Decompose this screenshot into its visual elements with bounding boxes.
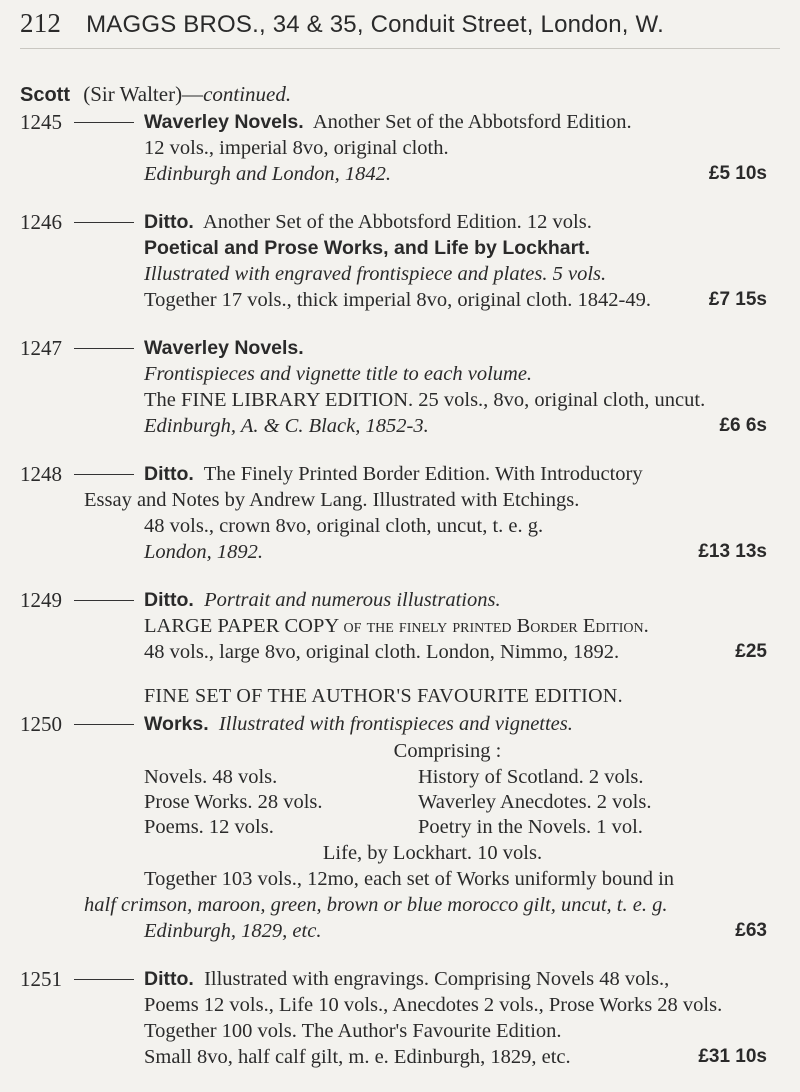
entry-line: Poems 12 vols., Life 10 vols., Anecdotes 2 vols., Prose Works 28 vols. [144, 994, 723, 1016]
entry-dash [74, 600, 134, 601]
entry-title: Ditto. [144, 463, 194, 485]
page-number: 212 [20, 8, 62, 38]
continued-note: continued. [203, 82, 292, 106]
catalogue-entry [20, 587, 785, 665]
catalogue-entry [20, 335, 785, 439]
catalogue-entry [20, 461, 785, 565]
lot-number: 1245 [20, 110, 62, 134]
lot-number: 1249 [20, 588, 62, 612]
author-name: Scott [20, 84, 70, 106]
entry-imprint: Together 17 vols., thick imperial 8vo, original cloth. 1842-49. [144, 289, 651, 311]
entry-line: Together 100 vols. The Author's Favourite Edition. [144, 1020, 562, 1042]
entry-imprint: Edinburgh, A. & C. Black, 1852-3. [144, 415, 429, 437]
entry-line: Illustrated with engravings. Comprising Novels 48 vols., [204, 968, 670, 990]
entry-title: Waverley Novels. [144, 111, 304, 133]
catalogue-entry [20, 966, 785, 1070]
entry-price: £5 10s [708, 163, 767, 184]
entry-line: The Finely Printed Border Edition. With Introductory [203, 463, 643, 485]
works-item: Poems. 12 vols. [144, 816, 274, 838]
entry-dash [74, 222, 134, 223]
entry-price: £6 6s [719, 415, 767, 436]
lot-number: 1247 [20, 336, 62, 360]
entry-title: Ditto. [144, 968, 194, 990]
entry-imprint: 48 vols., large 8vo, original cloth. London, Nimmo, 1892. [144, 641, 620, 663]
section-heading: FINE SET OF THE AUTHOR'S FAVOURITE EDITION. [144, 685, 623, 707]
header-rule [20, 48, 780, 49]
author-continued [20, 80, 785, 109]
entry-dash [74, 348, 134, 349]
entry-imprint: London, 1892. [144, 541, 264, 563]
entry-line: Frontispieces and vignette title to each volume. [144, 363, 533, 385]
catalogue-entry [20, 711, 785, 944]
entry-dash [74, 122, 134, 123]
entry-line: Essay and Notes by Andrew Lang. Illustrated with Etchings. [84, 489, 580, 511]
entry-price: £63 [735, 920, 767, 941]
entry-line: half crimson, maroon, green, brown or blue morocco gilt, uncut, t. e. g. [84, 894, 668, 916]
works-item-life: Life, by Lockhart. 10 vols. [322, 842, 543, 864]
works-item: Prose Works. 28 vols. [144, 791, 323, 813]
entry-line: Another Set of the Abbotsford Edition. 12 vols. [202, 211, 592, 233]
catalogue-page [20, 80, 785, 1092]
works-item: Poetry in the Novels. 1 vol. [418, 816, 643, 838]
entry-title: Ditto. [144, 589, 194, 611]
entry-line: 48 vols., crown 8vo, original cloth, uncut, t. e. g. [144, 515, 544, 537]
entry-price: £7 15s [708, 289, 767, 310]
entry-title: Works. [144, 713, 209, 735]
entry-price: £13 13s [698, 541, 767, 562]
entry-title: Waverley Novels. [144, 337, 304, 359]
entry-subtitle: Illustrated with frontispieces and vignettes. [218, 713, 573, 735]
entry-price: £31 10s [698, 1046, 767, 1067]
entry-imprint: Edinburgh and London, 1842. [144, 163, 391, 185]
entry-line: Together 103 vols., 12mo, each set of Works uniformly bound in [144, 868, 675, 890]
entry-price: £25 [735, 641, 767, 662]
entry-line: Portrait and numerous illustrations. [204, 589, 501, 611]
entry-line: 12 vols., imperial 8vo, original cloth. [144, 137, 449, 159]
entry-line: Poetical and Prose Works, and Life by Lockhart. [144, 237, 591, 259]
lot-number: 1250 [20, 712, 62, 736]
entry-title: Ditto. [144, 211, 194, 233]
works-item: Waverley Anecdotes. 2 vols. [418, 791, 652, 813]
entry-dash [74, 474, 134, 475]
entry-imprint: Small 8vo, half calf gilt, m. e. Edinburgh, 1829, etc. [144, 1046, 571, 1068]
entry-dash [74, 979, 134, 980]
catalogue-entry [20, 209, 785, 313]
entry-line: LARGE PAPER COPY of the finely printed Border Edition. [144, 615, 649, 637]
firm-address: MAGGS BROS., 34 & 35, Conduit Street, London, W. [86, 11, 664, 38]
entry-line: Illustrated with engraved frontispiece and plates. 5 vols. [144, 263, 607, 285]
entry-imprint: Edinburgh, 1829, etc. [144, 920, 322, 942]
page-header [20, 8, 780, 39]
comprising-label: Comprising : [393, 740, 502, 762]
entry-line: The FINE LIBRARY EDITION. 25 vols., 8vo, original cloth, uncut. [144, 389, 706, 411]
entry-line: Another Set of the Abbotsford Edition. [312, 111, 632, 133]
author-full-name: (Sir Walter)— [83, 82, 204, 106]
lot-number: 1246 [20, 210, 62, 234]
lot-number: 1251 [20, 967, 62, 991]
works-list [20, 765, 785, 840]
works-item: History of Scotland. 2 vols. [418, 766, 644, 788]
lot-number: 1248 [20, 462, 62, 486]
works-item: Novels. 48 vols. [144, 766, 278, 788]
entry-dash [74, 724, 134, 725]
catalogue-entry [20, 109, 785, 187]
